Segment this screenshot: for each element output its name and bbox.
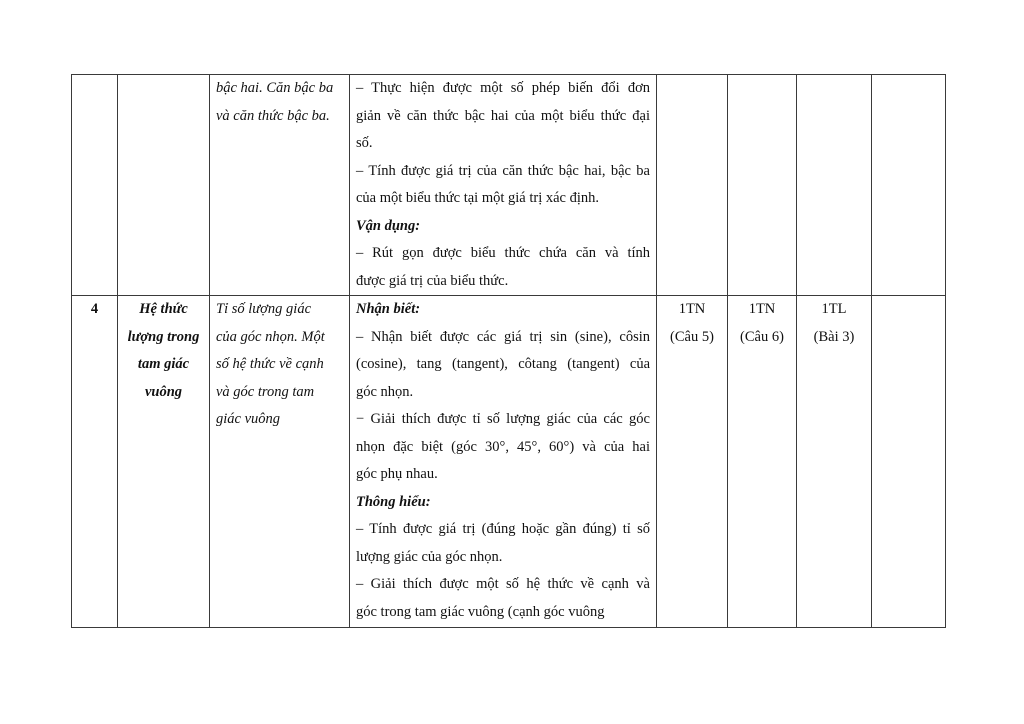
lesson-line: số hệ thức về cạnh [216, 356, 324, 372]
lesson-cell [210, 296, 350, 628]
vd-cell [797, 75, 872, 296]
nb-ref: (Câu 5) [670, 328, 714, 345]
th-type: 1TN [748, 301, 776, 317]
requirement-line: góc trong tam giác vuông (cạnh góc vuông [356, 603, 605, 620]
topic-line: vuông [144, 383, 183, 400]
stt-number: 4 [90, 301, 99, 317]
matrix-table [71, 74, 946, 628]
requirement-line: (cosine), tang (tangent), côtang (tangent) của [356, 356, 650, 372]
requirement-heading: Thông hiểu: [356, 493, 431, 510]
lesson-line: Tỉ số lượng giác [216, 301, 312, 317]
th-ref: (Câu 6) [740, 328, 784, 345]
requirement-line: – Tính được giá trị (đúng hoặc gần đúng) tỉ số [356, 521, 650, 537]
requirement-line: – Thực hiện được một số phép biến đổi đơn [356, 80, 650, 96]
requirement-line: – Giải thích được một số hệ thức về cạnh và [356, 576, 650, 592]
nb-cell [657, 75, 728, 296]
requirement-line: của một biểu thức tại một giá trị xác định. [356, 190, 600, 206]
requirement-line: – Rút gọn được biểu thức chứa căn và tính [356, 245, 650, 261]
lesson-line: của góc nhọn. Một [216, 328, 325, 345]
nb-type: 1TN [678, 301, 706, 317]
lesson-cell [210, 75, 350, 296]
requirement-line: − Giải thích được tỉ số lượng giác của các góc [356, 411, 650, 427]
requirement-line: – Tính được giá trị của căn thức bậc hai, bậc ba [356, 162, 650, 179]
vdc-cell [872, 296, 946, 628]
nb-cell [657, 296, 728, 628]
topic-line: tam giác [137, 356, 190, 372]
requirement-line: số. [356, 135, 373, 151]
th-cell [728, 75, 797, 296]
requirement-cell [350, 75, 657, 296]
vdc-cell [872, 75, 946, 296]
requirement-heading: Nhận biết: [356, 301, 421, 317]
vd-cell [797, 296, 872, 628]
stt-cell [72, 296, 118, 628]
table-row-continued [72, 75, 946, 296]
vd-type: 1TL [821, 301, 847, 317]
requirement-heading: Vận dụng: [356, 217, 421, 234]
lesson-line: bậc hai. Căn bậc ba [216, 80, 334, 96]
th-cell [728, 296, 797, 628]
requirement-line: lượng giác của góc nhọn. [356, 548, 503, 565]
topic-line: lượng trong [127, 328, 200, 345]
vd-ref: (Bài 3) [813, 328, 855, 345]
requirement-line: giản về căn thức bậc hai của một biểu thức đại [356, 107, 650, 124]
requirement-line: được giá trị của biểu thức. [356, 272, 509, 289]
topic-cell [118, 75, 210, 296]
lesson-line: giác vuông [216, 411, 281, 427]
lesson-line: và góc trong tam [216, 383, 315, 400]
requirement-line: góc nhọn. [356, 383, 414, 400]
table-row-4 [72, 296, 946, 628]
requirement-line: nhọn đặc biệt (góc 30°, 45°, 60°) và của hai [356, 438, 650, 455]
requirement-cell [350, 296, 657, 628]
lesson-line: và căn thức bậc ba. [216, 107, 330, 124]
stt-cell [72, 75, 118, 296]
topic-cell [118, 296, 210, 628]
requirement-line: – Nhận biết được các giá trị sin (sine), côsin [356, 328, 650, 345]
topic-line: Hệ thức [139, 301, 188, 317]
requirement-line: góc phụ nhau. [356, 466, 438, 482]
